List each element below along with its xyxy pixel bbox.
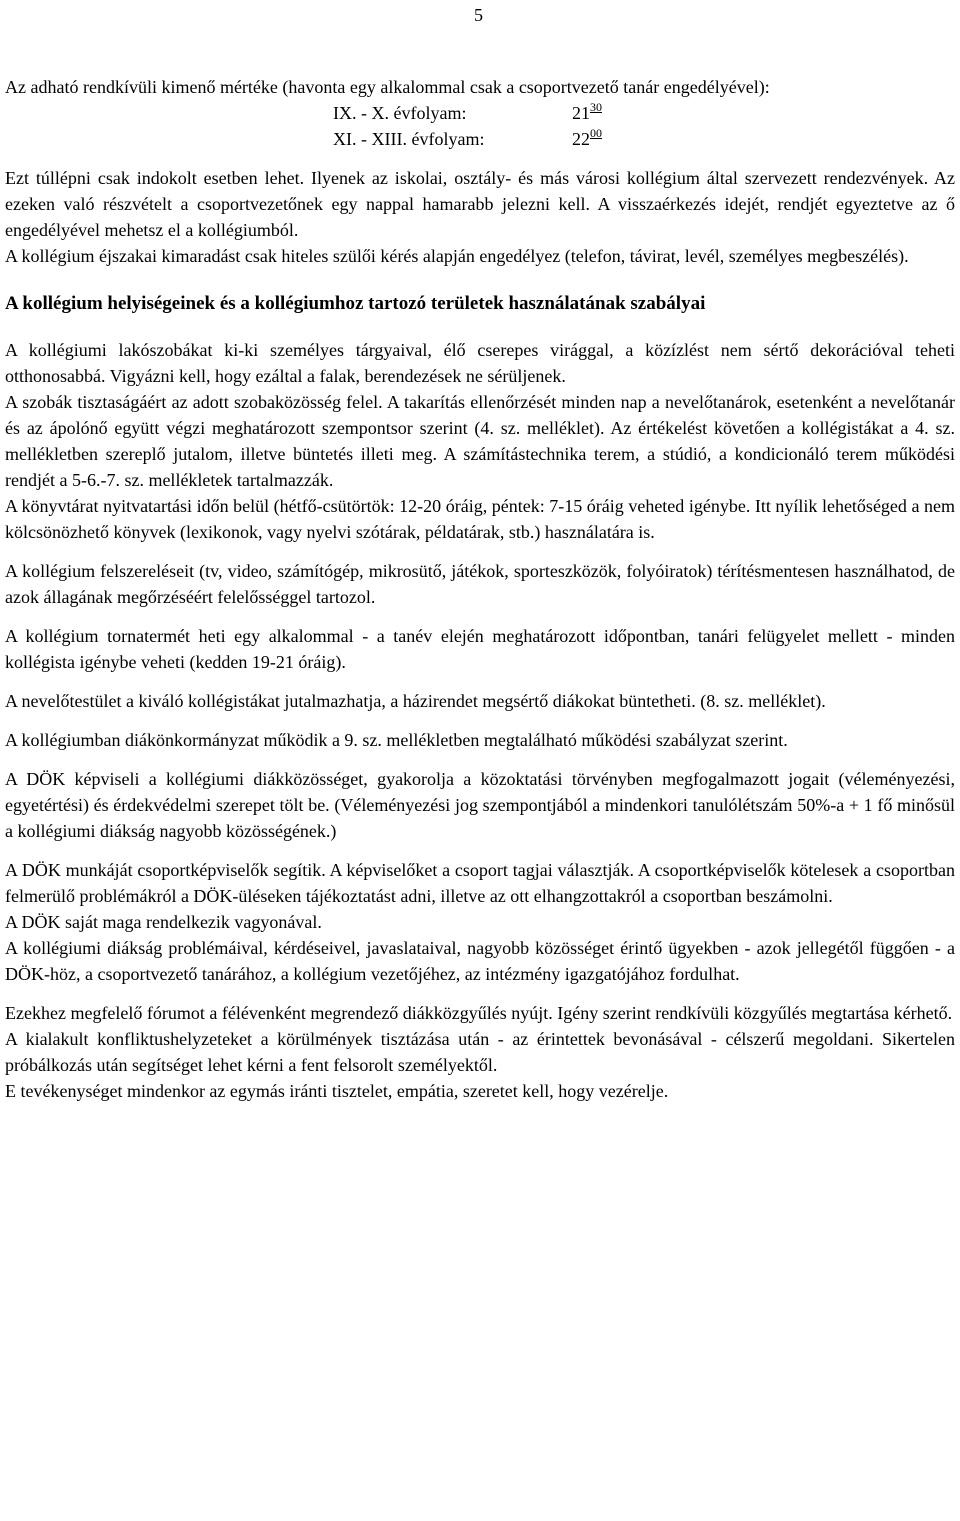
page-number: 5 [474, 5, 483, 25]
curfew-time [572, 126, 602, 152]
respect-paragraph: E tevékenységet mindenkor az egymás iránti tisztelet, empátia, szeretet kell, hogy vezérelje. [5, 1081, 669, 1101]
document-body [5, 74, 955, 1104]
grade-label: XI. - XIII. évfolyam: [333, 129, 485, 149]
curfew-minute: 30 [590, 100, 602, 114]
rooms-paragraph: A kollégiumi lakószobákat ki-ki személyes tárgyaival, élő cserepes virággal, a közízlést nem sértő dekorációval teheti otthonosabbá. Vigyázni kell, hogy ezáltal a falak, berendezések ne sérüljenek. [5, 340, 955, 386]
dok-representatives-paragraph: A DÖK munkáját csoportképviselők segítik. A képviselőket a csoport tagjai választják. A csoportképviselők kötelesek a csoportban felmerülő problémákról a DÖK-üléseken tájékoztatást adni, illetve az ott elhangzottakról a csoportban beszámolni. [5, 860, 955, 906]
conflict-paragraph: A kialakult konfliktushelyzeteket a körülmények tisztázása után - az érintettek bevonásával - célszerű megoldani. Sikertelen próbálkozás után segítséget lehet kérni a fent felsorolt személyektől. [5, 1029, 955, 1075]
equipment-paragraph: A kollégium felszereléseit (tv, video, számítógép, mikrosütő, játékok, sporteszközök, folyóiratok) térítésmentesen használhatod, de azok állagának megőrzéséért felelősséggel tartozol. [5, 561, 955, 607]
grade-row [5, 100, 955, 126]
complaints-paragraph: A kollégiumi diákság problémáival, kérdéseivel, javaslataival, nagyobb közösséget érintő ügyekben - azok jellegétől függően - a DÖK-höz, a csoportvezető tanárához, a kollégium vezetőjéhez, az intézmény igazgatójához fordulhat. [5, 938, 955, 984]
overnight-paragraph: A kollégium éjszakai kimaradást csak hiteles szülői kérés alapján engedélyez (telefon, távirat, levél, személyes megbeszélés). [5, 246, 909, 266]
curfew-minute: 00 [590, 126, 602, 140]
library-paragraph: A könyvtárat nyitvatartási időn belül (hétfő-csütörtök: 12-20 óráig, péntek: 7-15 óráig veheted igénybe. Itt nyílik lehetőséged a nem kölcsönözhető könyvek (lexikonok, vagy nyelvi szótárak, példatárak, stb.) használatára is. [5, 496, 955, 542]
dok-assets-paragraph: A DÖK saját maga rendelkezik vagyonával. [5, 912, 322, 932]
student-council-paragraph: A kollégiumban diákönkormányzat működik a 9. sz. mellékletben megtalálható működési szabályzat szerint. [5, 730, 788, 750]
cleaning-paragraph: A szobák tisztaságáért az adott szobaközösség felel. A takarítás ellenőrzését minden nap a nevelőtanárok, esetenként a nevelőtanár és az ápolónő együtt végzi meghatározott szempontsor szerint (4. sz. melléklet). Az értékelést követően a kollégistákat a 4. sz. mellékletben szereplő jutalom, illetve büntetés illeti meg. A számítástechnika terem, a stúdió, a kondicionáló terem működési rendjét a 5-6.-7. sz. mellékletek tartalmazzák. [5, 392, 955, 490]
section-heading: A kollégium helyiségeinek és a kollégiumhoz tartozó területek használatának szabályai [5, 293, 706, 314]
grade-row [5, 126, 955, 152]
gym-paragraph: A kollégium tornatermét heti egy alkalommal - a tanév elején meghatározott időpontban, tanári felügyelet mellett - minden kollégista igénybe veheti (kedden 19-21 óráig). [5, 626, 955, 672]
dok-rights-paragraph: A DÖK képviseli a kollégiumi diákközösséget, gyakorolja a közoktatási törvényben megfogalmazott jogait (véleményezési, egyetértési) és érdekvédelmi szerepet tölt be. (Véleményezési jog szempontjából a mindenkori tanulólétszám 50%-a + 1 fő minősül a kollégiumi diákság nagyobb közösségének.) [5, 769, 955, 841]
intro-paragraph: Az adható rendkívüli kimenő mértéke (havonta egy alkalommal csak a csoportvezető tanár engedélyével): [5, 77, 770, 97]
grade-label: IX. - X. évfolyam: [333, 103, 467, 123]
rewards-paragraph: A nevelőtestület a kiváló kollégistákat jutalmazhatja, a házirendet megsértő diákokat büntetheti. (8. sz. melléklet). [5, 691, 826, 711]
exception-paragraph: Ezt túllépni csak indokolt esetben lehet. Ilyenek az iskolai, osztály- és más városi kollégium által szervezett rendezvények. Az ezeken való részvételt a csoportvezetőnek egy nappal hamarabb jelezni kell. A visszaérkezés idejét, rendjét egyeztetve az ő engedélyével mehetsz el a kollégiumból. [5, 168, 955, 240]
assembly-paragraph: Ezekhez megfelelő fórumot a félévenként megrendező diákközgyűlés nyújt. Igény szerint rendkívüli közgyűlés megtartása kérhető. [5, 1003, 953, 1023]
curfew-hour: 21 [572, 103, 590, 123]
curfew-time [572, 100, 602, 126]
curfew-hour: 22 [572, 129, 590, 149]
